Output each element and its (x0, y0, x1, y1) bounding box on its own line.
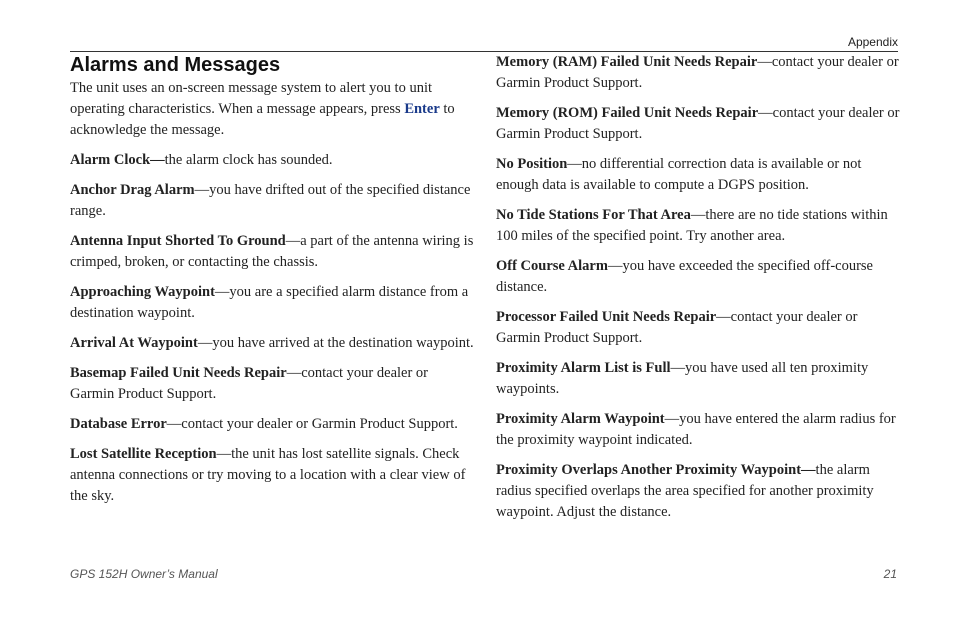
alarm-description: —there are no tide stations within 100 miles of the specified point. Try another area. (496, 207, 888, 244)
page-number: 21 (883, 567, 897, 581)
alarm-entry (496, 154, 900, 196)
alarm-description: —no differential correction data is available or not enough data is available to compute a DGPS position. (496, 156, 862, 193)
intro-after: to acknowledge the message. (70, 101, 455, 138)
page-title: Alarms and Messages (70, 54, 281, 76)
alarm-description: —you have drifted out of the specified distance range. (70, 182, 471, 219)
alarm-entry (70, 231, 474, 273)
intro-paragraph (70, 78, 474, 141)
alarm-term: Proximity Overlaps Another Proximity Waypoint— (496, 462, 816, 478)
alarm-entry (70, 444, 474, 507)
alarm-term: Antenna Input Shorted To Ground (70, 233, 286, 249)
alarm-term: Proximity Alarm Waypoint (496, 411, 665, 427)
alarm-entry (70, 180, 474, 222)
alarm-term: Memory (ROM) Failed Unit Needs Repair (496, 105, 759, 121)
alarm-entry (496, 256, 900, 298)
alarm-description: —contact your dealer or Garmin Product Support. (496, 54, 899, 91)
alarm-entry (496, 103, 900, 145)
intro-before: The unit uses an on-screen message system to alert you to unit operating characteristics. When a message appears, press (70, 80, 433, 117)
alarm-term: Anchor Drag Alarm (70, 182, 195, 198)
alarm-entry (496, 205, 900, 247)
alarm-entry (70, 282, 474, 324)
alarm-description: —a part of the antenna wiring is crimped, broken, or contacting the chassis. (70, 233, 474, 270)
section-label: Appendix (847, 35, 898, 49)
alarm-entry (496, 460, 900, 523)
alarm-entry (70, 363, 474, 405)
alarm-entry (70, 333, 474, 354)
alarm-description: —contact your dealer or Garmin Product Support. (166, 416, 458, 432)
alarm-description: —you have entered the alarm radius for the proximity waypoint indicated. (496, 411, 896, 448)
alarm-term: Proximity Alarm List is Full (496, 360, 671, 376)
alarm-description: —the unit has lost satellite signals. Check antenna connections or try moving to a location with a clear view of the sky. (70, 446, 466, 504)
alarm-description: —contact your dealer or Garmin Product Support. (496, 105, 900, 142)
alarm-entry (496, 52, 900, 94)
alarm-entry (496, 358, 900, 400)
alarm-entry (70, 414, 474, 435)
right-column (496, 52, 900, 532)
alarm-term: Basemap Failed Unit Needs Repair (70, 365, 287, 381)
alarm-term: No Position (496, 156, 568, 172)
alarm-term: Approaching Waypoint (70, 284, 215, 300)
alarm-description: —you are a specified alarm distance from a destination waypoint. (70, 284, 469, 321)
alarm-entry (70, 150, 474, 171)
alarm-entry (496, 307, 900, 349)
left-column (70, 52, 474, 516)
alarm-entry (496, 409, 900, 451)
alarm-term: Memory (RAM) Failed Unit Needs Repair (496, 54, 758, 70)
alarm-description: —you have arrived at the destination waypoint. (197, 335, 474, 351)
alarm-term: Processor Failed Unit Needs Repair (496, 309, 717, 325)
alarm-description: the alarm clock has sounded. (164, 152, 333, 168)
alarm-description: —contact your dealer or Garmin Product Support. (496, 309, 858, 346)
alarm-term: No Tide Stations For That Area (496, 207, 691, 223)
alarm-term: Alarm Clock— (70, 152, 165, 168)
alarm-description: —you have used all ten proximity waypoints. (496, 360, 869, 397)
alarm-term: Arrival At Waypoint (70, 335, 198, 351)
alarm-term: Database Error (70, 416, 167, 432)
alarm-description: —contact your dealer or Garmin Product Support. (70, 365, 428, 402)
alarm-description: the alarm radius specified overlaps the area specified for another proximity waypoint. Adjust the distance. (496, 462, 874, 520)
alarm-description: —you have exceeded the specified off-course distance. (496, 258, 873, 295)
alarm-term: Lost Satellite Reception (70, 446, 217, 462)
manual-title: GPS 152H Owner’s Manual (70, 567, 218, 581)
alarm-term: Off Course Alarm (496, 258, 608, 274)
enter-key-label: Enter (404, 101, 440, 117)
